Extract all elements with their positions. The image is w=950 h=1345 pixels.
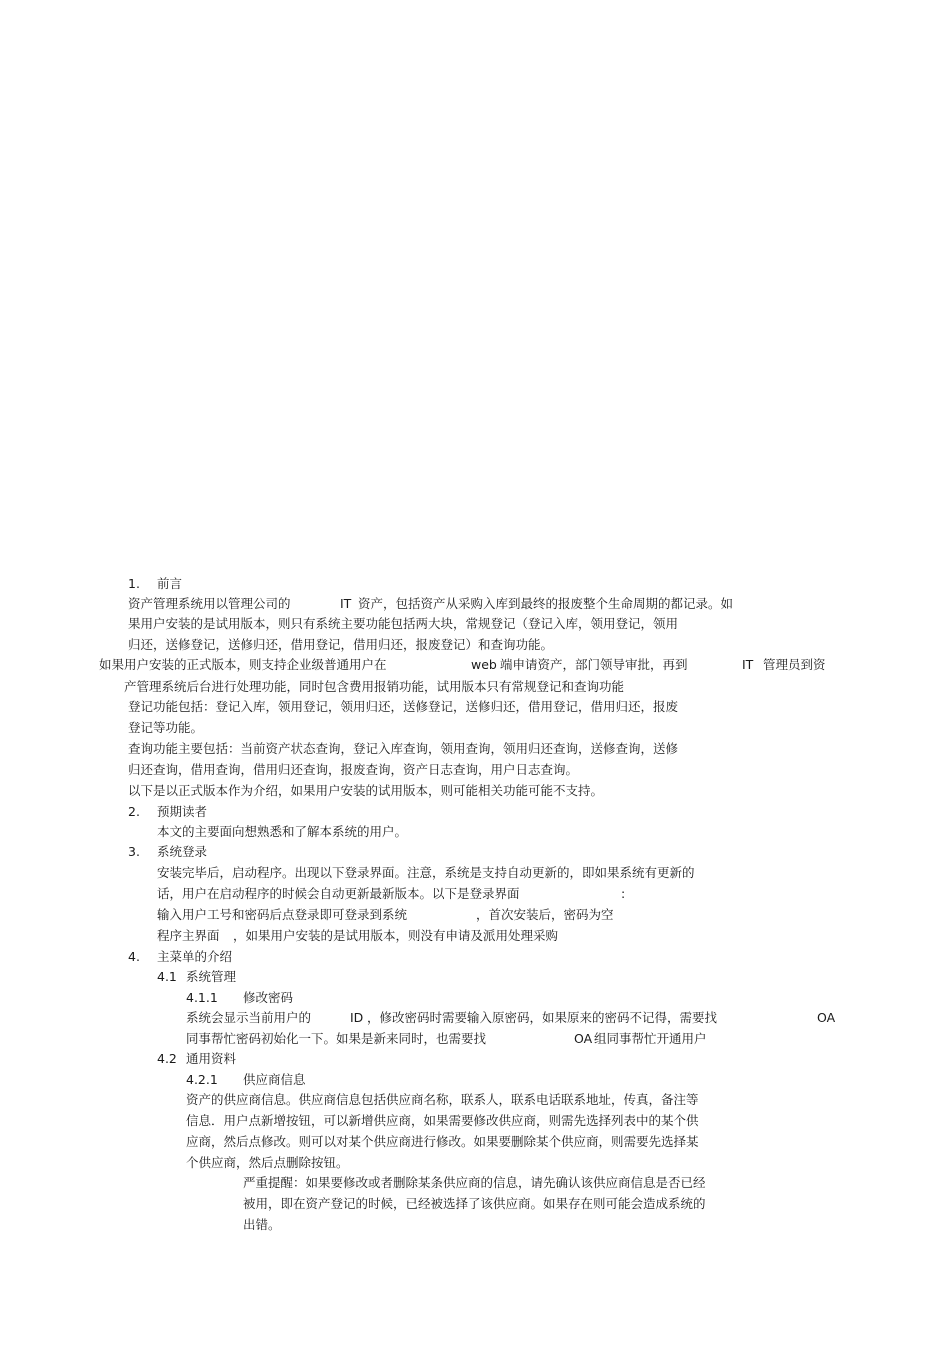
s421-warning-line1: 严重提醒：如果要修改或者删除某条供应商的信息，请先确认该供应商信息是否已经: [243, 1175, 706, 1190]
s411-p2-c: 组同事帮忙开通用户: [594, 1031, 707, 1046]
s1-p1-line2: 果用户安装的是试用版本，则只有系统主要功能包括两大块，常规登记（登记入库，领用登记，领用: [128, 616, 679, 631]
s421-p1-line3: 应商，然后点修改。则可以对某个供应商进行修改。如果要删除某个供应商，则需要先选择某: [186, 1134, 699, 1149]
section-4-2-1-number: 4.2.1: [186, 1072, 218, 1087]
s1-p1-line3: 归还，送修登记，送修归还，借用登记，借用归还，报废登记）和查询功能。: [128, 637, 554, 652]
s1-p2-line1-c: 端申请资产，部门领导审批，再到: [500, 657, 688, 672]
section-2-title: 预期读者: [157, 804, 208, 819]
s1-p2-line1-a: 如果用户安装的正式版本，则支持企业级普通用户在: [99, 657, 387, 672]
s421-p1-line1: 资产的供应商信息。供应商信息包括供应商名称，联系人，联系电话联系地址，传真，备注等: [186, 1092, 699, 1107]
s1-p2-line1-d: IT: [742, 657, 754, 672]
s1-p4-line1: 查询功能主要包括：当前资产状态查询，登记入库查询，领用查询，领用归还查询，送修查询，送修: [128, 741, 679, 756]
s1-p1-line1-c: 资产，包括资产从采购入库到最终的报废整个生命周期的都记录。如: [358, 596, 734, 611]
s421-p1-line2: 信息．用户点新增按钮，可以新增供应商，如果需要修改供应商，则需先选择列表中的某个供: [186, 1113, 699, 1128]
s1-p3-line2: 登记等功能。: [128, 720, 204, 735]
s411-p1-a: 系统会显示当前用户的: [186, 1010, 312, 1025]
s3-p3-a: 程序主界面: [157, 928, 220, 943]
s3-p1-line2: 话，用户在启动程序的时候会自动更新最新版本。以下是登录界面: [157, 886, 520, 901]
s3-p2-b: ，首次安装后，密码为空: [476, 907, 614, 922]
s411-p1-d: OA: [817, 1010, 836, 1025]
s421-warning-line2: 被用，即在资产登记的时候，已经被选择了该供应商。如果存在则可能会造成系统的: [243, 1196, 706, 1211]
section-4-number: 4.: [128, 949, 140, 964]
s3-p1-line1: 安装完毕后，启动程序。出现以下登录界面。注意，系统是支持自动更新的，即如果系统有更新的: [157, 865, 695, 880]
section-2-number: 2.: [128, 804, 140, 819]
section-3-number: 3.: [128, 844, 140, 859]
section-4-2-title: 通用资料: [186, 1051, 237, 1066]
section-4-title: 主菜单的介绍: [157, 949, 233, 964]
s1-p5: 以下是以正式版本作为介绍，如果用户安装的试用版本，则可能相关功能可能不支持。: [128, 783, 604, 798]
s1-p1-line1-a: 资产管理系统用以管理公司的: [128, 596, 291, 611]
s1-p2-line2: 产管理系统后台进行处理功能，同时包含费用报销功能，试用版本只有常规登记和查询功能: [124, 679, 625, 694]
s1-p3-line1: 登记功能包括：登记入库，领用登记，领用归还，送修登记，送修归还，借用登记，借用归还，报废: [128, 699, 679, 714]
s1-p2-line1-b: web: [471, 657, 497, 672]
section-4-2-1-title: 供应商信息: [243, 1072, 306, 1087]
s411-p1-c: ，修改密码时需要输入原密码，如果原来的密码不记得，需要找: [367, 1010, 718, 1025]
section-4-1-1-number: 4.1.1: [186, 990, 218, 1005]
section-1-title: 前言: [157, 576, 183, 591]
section-4-1-number: 4.1: [157, 969, 177, 984]
section-1-number: 1.: [128, 576, 140, 591]
s411-p1-b: ID: [350, 1010, 364, 1025]
section-3-title: 系统登录: [157, 844, 208, 859]
s421-warning-line3: 出错。: [243, 1217, 281, 1232]
s421-p1-line4: 个供应商，然后点删除按钮。: [186, 1155, 349, 1170]
section-4-2-number: 4.2: [157, 1051, 177, 1066]
s3-p1-colon: :: [621, 886, 626, 901]
s1-p2-line1-e: 管理员到资: [763, 657, 826, 672]
s3-p2-a: 输入用户工号和密码后点登录即可登录到系统: [157, 907, 408, 922]
s411-p2-a: 同事帮忙密码初始化一下。如果是新来同时，也需要找: [186, 1031, 487, 1046]
s3-p3-b: ，如果用户安装的是试用版本，则没有申请及派用处理采购: [233, 928, 559, 943]
section-4-1-title: 系统管理: [186, 969, 237, 984]
section-4-1-1-title: 修改密码: [243, 990, 294, 1005]
s411-p2-b: OA: [574, 1031, 593, 1046]
s1-p4-line2: 归还查询，借用查询，借用归还查询，报废查询，资产日志查询，用户日志查询。: [128, 762, 579, 777]
s1-p1-line1-b: IT: [340, 596, 352, 611]
s2-p1: 本文的主要面向想熟悉和了解本系统的用户。: [157, 824, 408, 839]
